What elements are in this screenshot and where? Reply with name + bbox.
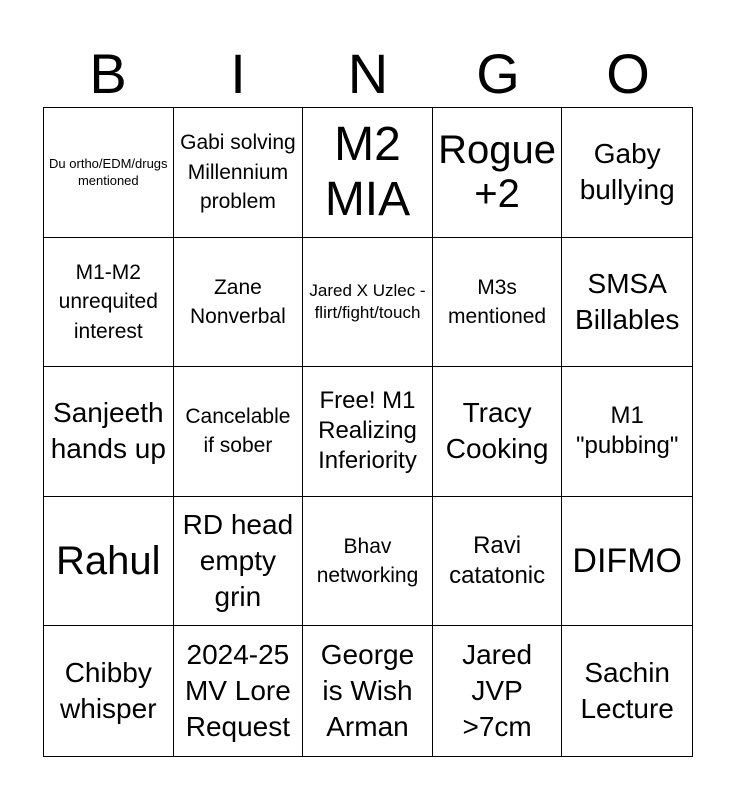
bingo-cell-b3[interactable]: Sanjeeth hands up: [44, 367, 174, 497]
bingo-cell-i4[interactable]: RD head empty grin: [174, 497, 304, 627]
bingo-cell-b2[interactable]: M1-M2 unrequited interest: [44, 238, 174, 368]
bingo-cell-g5[interactable]: Jared JVP >7cm: [433, 626, 563, 756]
bingo-cell-g1[interactable]: Rogue +2: [433, 108, 563, 238]
bingo-cell-g3[interactable]: Tracy Cooking: [433, 367, 563, 497]
bingo-cell-o4[interactable]: DIFMO: [562, 497, 692, 627]
bingo-cell-o2[interactable]: SMSA Billables: [562, 238, 692, 368]
bingo-cell-o1[interactable]: Gaby bullying: [562, 108, 692, 238]
bingo-cell-n4[interactable]: Bhav networking: [303, 497, 433, 627]
bingo-cell-i5[interactable]: 2024-25 MV Lore Request: [174, 626, 304, 756]
bingo-header: [43, 42, 693, 106]
bingo-cell-b1[interactable]: Du ortho/EDM/drugs mentioned: [44, 108, 174, 238]
bingo-cell-o3[interactable]: M1 "pubbing": [562, 367, 692, 497]
bingo-cell-g4[interactable]: Ravi catatonic: [433, 497, 563, 627]
header-letter-b: B: [89, 42, 127, 105]
bingo-cell-b4[interactable]: Rahul: [44, 497, 174, 627]
header-letter-g: G: [476, 42, 520, 105]
header-letter-i: I: [230, 42, 246, 105]
bingo-cell-i1[interactable]: Gabi solving Millennium problem: [174, 108, 304, 238]
bingo-cell-o5[interactable]: Sachin Lecture: [580, 656, 674, 725]
bingo-cell-g2[interactable]: M3s mentioned: [433, 238, 563, 368]
bingo-cell-i2[interactable]: Zane Nonverbal: [174, 238, 304, 368]
bingo-board: [43, 107, 693, 757]
bingo-cell-n5[interactable]: George is Wish Arman: [303, 626, 433, 756]
bingo-cell-n2[interactable]: Jared X Uzlec - flirt/fight/touch: [303, 238, 433, 368]
header-letter-n: N: [347, 42, 389, 105]
bingo-cell-n3[interactable]: Free! M1 Realizing Inferiority: [303, 367, 433, 497]
bingo-cell-b5[interactable]: Chibby whisper: [44, 626, 174, 756]
bingo-cell-n1[interactable]: M2 MIA: [303, 108, 433, 238]
bingo-cell-i3[interactable]: Cancelable if sober: [174, 367, 304, 497]
header-letter-o: O: [606, 42, 650, 105]
